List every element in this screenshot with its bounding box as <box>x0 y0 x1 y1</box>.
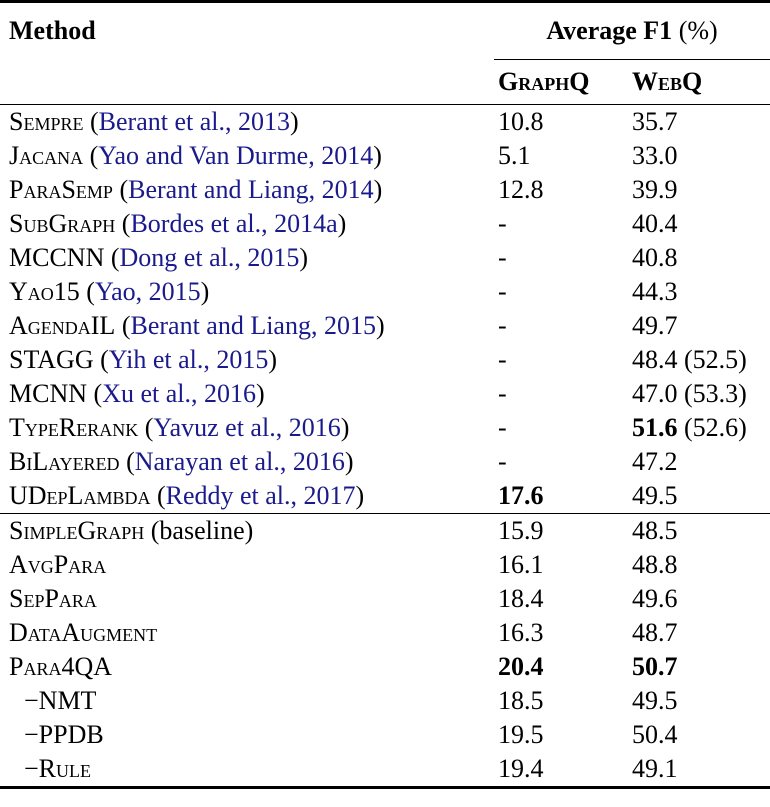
graphq-value: 18.5 <box>498 686 544 715</box>
method-name: STAGG <box>9 345 94 374</box>
webq-value: 48.4 (52.5) <box>632 345 747 374</box>
table-row: MCNN (Xu et al., 2016) - 47.0 (53.3) <box>0 377 770 411</box>
table-row <box>0 548 770 582</box>
method-name: TypeRerank <box>9 413 139 442</box>
webq-value: 33.0 <box>632 141 678 170</box>
citation: Berant and Liang, 2015 <box>130 311 376 340</box>
table-row: SubGraph (Bordes et al., 2014a) - 40.4 <box>0 207 770 241</box>
webq-value: 44.3 <box>632 277 678 306</box>
graphq-value: - <box>498 209 507 238</box>
webq-value: 49.7 <box>632 311 678 340</box>
graphq-value: 10.8 <box>498 107 544 136</box>
webq-extra: (52.6) <box>684 413 747 442</box>
citation: Yih et al., 2015 <box>108 345 269 374</box>
table-row: BiLayered (Narayan et al., 2016) - 47.2 <box>0 445 770 479</box>
graphq-value: 20.4 <box>498 652 544 681</box>
table-row: Sempre (Berant et al., 2013) 10.8 35.7 <box>0 105 770 140</box>
method-name: ParaSemp <box>9 175 113 204</box>
citation: Berant and Liang, 2014 <box>128 175 374 204</box>
table-row: Yao15 (Yao, 2015) - 44.3 <box>0 275 770 309</box>
graphq-value: - <box>498 311 507 340</box>
graphq-value: - <box>498 447 507 476</box>
webq-value: 49.5 <box>632 481 678 510</box>
graphq-value: 19.5 <box>498 720 544 749</box>
header-row-top <box>0 2 770 60</box>
webq-value: 40.8 <box>632 243 678 272</box>
table-row: TypeRerank (Yavuz et al., 2016) - 51.6 (52.6) <box>0 411 770 445</box>
method-name: BiLayered <box>9 447 120 476</box>
webq-value: 48.7 <box>632 618 678 647</box>
webq-value: 48.8 <box>632 550 678 579</box>
method-name: SepPara <box>9 584 97 613</box>
method-name: AgendaIL <box>9 311 116 340</box>
method-name: SimpleGraph <box>9 516 145 545</box>
citation: Berant et al., 2013 <box>98 107 290 136</box>
graphq-value: 16.3 <box>498 618 544 647</box>
method-name: Jacana <box>9 141 84 170</box>
table-row: MCCNN (Dong et al., 2015) - 40.8 <box>0 241 770 275</box>
webq-value: 47.2 <box>632 447 678 476</box>
graphq-value: 16.1 <box>498 550 544 579</box>
citation: Yao and Van Durme, 2014 <box>98 141 374 170</box>
webq-value: 35.7 <box>632 107 678 136</box>
table-row <box>0 684 770 718</box>
webq-value: 47.0 (53.3) <box>632 379 747 408</box>
webq-value: 49.6 <box>632 584 678 613</box>
table-row: ParaSemp (Berant and Liang, 2014) 12.8 39.9 <box>0 173 770 207</box>
graphq-value: 19.4 <box>498 754 544 783</box>
webq-value: 48.5 <box>632 516 678 545</box>
citation: Yavuz et al., 2016 <box>153 413 341 442</box>
webq-extra: (53.3) <box>684 379 747 408</box>
method-name: SubGraph <box>9 209 116 238</box>
citation: Xu et al., 2016 <box>102 379 256 408</box>
average-f1-unit: (%) <box>678 16 718 45</box>
graphq-value: - <box>498 413 507 442</box>
method-name: UDepLambda <box>9 481 151 510</box>
table-row: UDepLambda (Reddy et al., 2017) 17.6 49.5 <box>0 479 770 514</box>
method-name: AvgPara <box>9 550 107 579</box>
webq-extra: (52.5) <box>684 345 747 374</box>
table-row: STAGG (Yih et al., 2015) - 48.4 (52.5) <box>0 343 770 377</box>
webq-value: 50.7 <box>632 652 678 681</box>
citation: Narayan et al., 2016 <box>134 447 345 476</box>
table-row: AgendaIL (Berant and Liang, 2015) - 49.7 <box>0 309 770 343</box>
method-name: Yao15 <box>9 277 80 306</box>
method-name: MCCNN <box>9 243 105 272</box>
webq-value: 40.4 <box>632 209 678 238</box>
webq-header: WebQ <box>628 60 770 105</box>
table-row <box>0 616 770 650</box>
method-header: Method <box>9 16 96 46</box>
graphq-value: 5.1 <box>498 141 531 170</box>
method-name: Sempre <box>9 107 84 136</box>
citation: Yao, 2015 <box>94 277 201 306</box>
citation: Bordes et al., 2014a <box>130 209 338 238</box>
graphq-value: 15.9 <box>498 516 544 545</box>
webq-value: 50.4 <box>632 720 678 749</box>
graphq-value: - <box>498 379 507 408</box>
table-row <box>0 718 770 752</box>
method-name: MCNN <box>9 379 88 408</box>
average-f1-header <box>494 2 770 60</box>
method-name: Para4QA <box>9 652 113 681</box>
webq-value: 49.5 <box>632 686 678 715</box>
webq-value: 49.1 <box>632 754 678 783</box>
prior-work-body <box>0 105 770 514</box>
table-row: Jacana (Yao and Van Durme, 2014) 5.1 33.0 <box>0 139 770 173</box>
average-f1-label: Average F1 <box>546 16 673 45</box>
citation: Dong et al., 2015 <box>119 243 300 272</box>
our-methods-body <box>0 514 770 788</box>
webq-value: 39.9 <box>632 175 678 204</box>
graphq-value: - <box>498 243 507 272</box>
graphq-value: 12.8 <box>498 175 544 204</box>
graphq-value: 18.4 <box>498 584 544 613</box>
table-row <box>0 514 770 549</box>
method-suffix: (baseline) <box>150 516 254 545</box>
method-name: DataAugment <box>9 618 158 647</box>
graphq-value: 17.6 <box>498 481 544 510</box>
header-row-sub <box>0 60 770 105</box>
graphq-value: - <box>498 277 507 306</box>
method-name: −Rule <box>24 754 91 783</box>
table-row <box>0 650 770 684</box>
method-name: −NMT <box>24 686 97 715</box>
table-row <box>0 582 770 616</box>
method-name: −PPDB <box>24 720 104 749</box>
citation: Reddy et al., 2017 <box>165 481 356 510</box>
webq-value: 51.6 (52.6) <box>632 413 747 442</box>
table-row <box>0 752 770 788</box>
graphq-value: - <box>498 345 507 374</box>
graphq-header: GraphQ <box>494 60 628 105</box>
